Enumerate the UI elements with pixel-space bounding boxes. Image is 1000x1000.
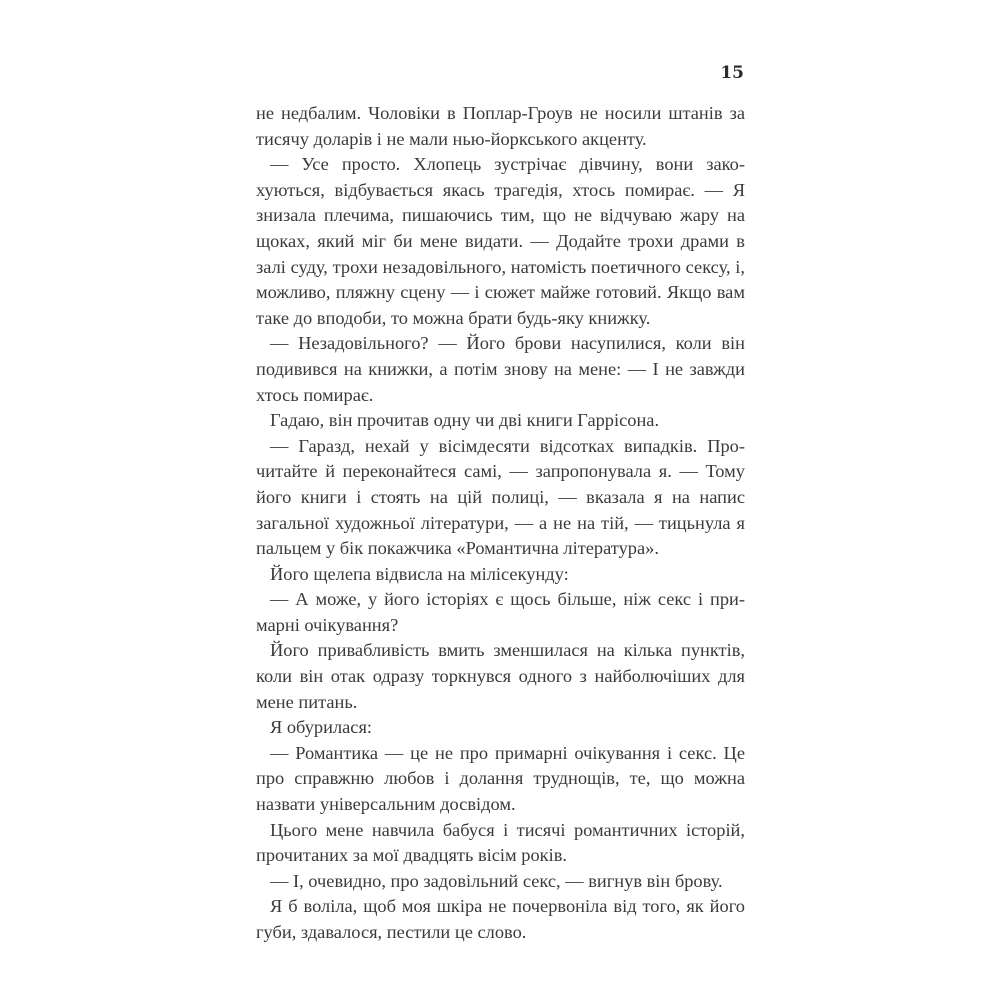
page-number: 15 [720, 63, 744, 83]
paragraph: Його щелепа відвисла на мілісекунду: [270, 563, 569, 584]
paragraph: — І, очевидно, про задовільний секс, — вигнув він брову. [270, 870, 723, 891]
paragraph: — А може, у його історіях є щось більше, ніж секс і примарні очікування? [256, 589, 745, 635]
paragraph: Його привабливість вмить зменшилася на кілька пунктів, коли він отак одразу торкнувся одного з найболючіших для мене питань. [256, 640, 745, 712]
paragraph: Я б воліла, щоб моя шкіра не почервоніла від того, як його губи, здавалося, пестили це слово. [256, 896, 745, 942]
paragraph: — Незадовільного? — Його брови насупилися, коли він подивився на книжки, а потім знову на мене: — І не завжди хтось помирає. [256, 333, 745, 405]
paragraph: Я обурилася: [270, 717, 373, 738]
paragraph: — Романтика — це не про примарні очікування і секс. Це про справжню любов і долання труднощів, те, що можна назвати універсальним досвідом. [256, 742, 745, 815]
paragraph: не недбалим. Чоловіки в Поплар-Гроув не носили штанів за тисячу доларів і не мали нью-йоркського акценту. [256, 103, 745, 149]
paragraph: — Усе просто. Хлопець зустрічає дівчину, вони закохуються, відбувається якась трагедія, хтось помирає. — Я знизала плечима, пишаючись тим, що не відчуваю жару на щоках, який міг би мене видати. — Додайте трохи драми в залі суду, трохи незадовільного, натомість поетичного сексу, і, можливо, пляжну сцену — і сюжет майже готовий. Якщо вам таке до вподоби, то можна брати будь-яку книжку. [256, 154, 745, 328]
page-body-text [256, 101, 745, 946]
paragraph: Гадаю, він прочитав одну чи дві книги Гаррісона. [270, 410, 660, 431]
paragraph: Цього мене навчила бабуся і тисячі романтичних історій, прочитаних за мої двадцять вісім років. [256, 819, 745, 866]
paragraph: — Гаразд, нехай у вісімдесяти відсотках випадків. Прочитайте й переконайтеся самі, — запропонувала я. — Тому його книги і стоять на цій полиці, — вказала я на напис загальної художньої літератури, — а не на тій, — тицьнула я пальцем у бік покажчика «Романтична література». [256, 435, 745, 559]
